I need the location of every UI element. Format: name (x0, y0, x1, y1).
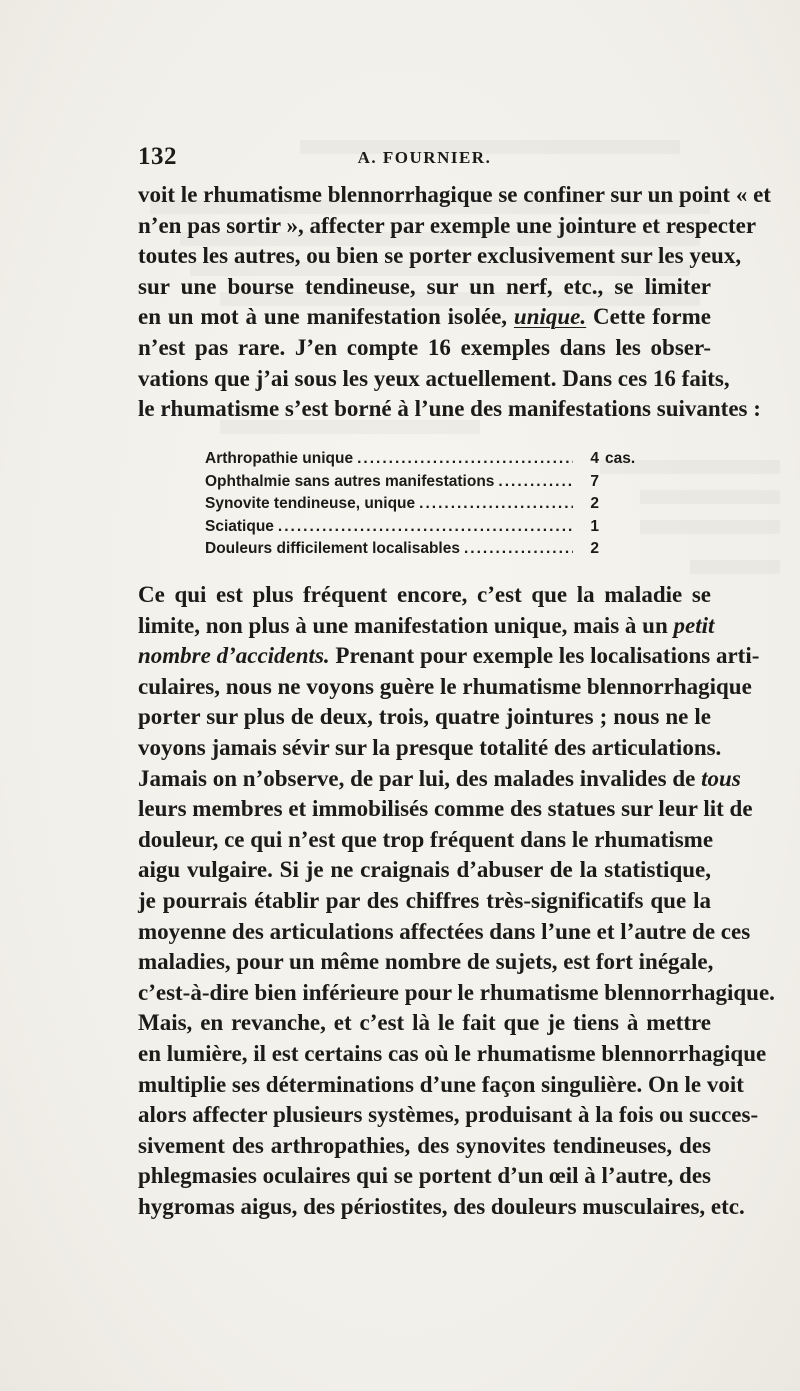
text-line: multiplie ses déterminations d’une façon singulière. On le voit (138, 1071, 744, 1097)
text-run: Prenant pour exemple les localisations arti- (329, 643, 760, 669)
paragraph-2 (138, 580, 775, 1222)
text-line: sur une bourse tendineuse, sur un nerf, etc., se limiter (138, 273, 711, 299)
text-line: alors affecter plusieurs systèmes, produisant à la fois ou succes- (138, 1102, 759, 1128)
text-line (138, 611, 715, 642)
text-run: Cette forme (586, 304, 711, 330)
paragraph-1 (138, 180, 771, 425)
text-line: Ce qui est plus fréquent encore, c’est que la maladie se (138, 582, 711, 607)
text-line: maladies, pour un même nombre de sujets, est fort inégale, (138, 949, 714, 975)
text-line (138, 641, 760, 672)
text-line: phlegmasies oculaires qui se portent d’un œil à l’autre, des (138, 1163, 711, 1189)
stat-row (205, 471, 645, 494)
running-head: A. FOURNIER. (357, 148, 492, 167)
stat-row (205, 493, 645, 516)
text-line: hygromas aigus, des périostites, des douleurs musculaires, etc. (138, 1193, 745, 1219)
emphasized-text: unique. (513, 304, 587, 330)
stat-label: Ophthalmie sans autres manifestations (205, 472, 495, 490)
stat-count: 7 (590, 472, 599, 490)
dot-leader (278, 516, 573, 539)
text-line: en lumière, il est certains cas où le rhumatisme blennorrhagique (138, 1040, 767, 1066)
stat-count: 1 (590, 517, 599, 535)
text-line: le rhumatisme s’est borné à l’une des manifestations suivantes : (138, 396, 761, 422)
emphasized-text: tous (701, 765, 741, 791)
dot-leader (419, 493, 573, 516)
text-line: culaires, nous ne voyons guère le rhumatisme blennorrhagique (138, 673, 752, 699)
dot-leader (464, 538, 573, 561)
text-line: porter sur plus de deux, trois, quatre jointures ; nous ne le (138, 704, 711, 730)
text-line: c’est-à-dire bien inférieure pour le rhumatisme blennorrhagique. (138, 979, 775, 1005)
text-line: moyenne des articulations affectées dans l’une et l’autre de ces (138, 918, 751, 944)
stat-count: 2 (590, 495, 599, 513)
text-run: Jamais on n’observe, de par lui, des malades invalides de (138, 765, 702, 791)
stat-count: 2 (590, 540, 599, 558)
text-run: en un mot à une manifestation isolée, (138, 304, 514, 330)
stat-label: Sciatique (205, 517, 274, 535)
page-header (138, 143, 711, 173)
stat-label: Synovite tendineuse, unique (205, 495, 416, 513)
text-line: n’est pas rare. J’en compte 16 exemples dans les obser- (138, 334, 711, 360)
text-line: voit le rhumatisme blennorrhagique se confiner sur un point « et (138, 182, 771, 207)
stat-label: Douleurs difficilement localisables (205, 540, 460, 558)
text-line (138, 764, 741, 795)
text-line: vations que j’ai sous les yeux actuellement. Dans ces 16 faits, (138, 365, 730, 391)
text-line: leurs membres et immobilisés comme des statues sur leur lit de (138, 796, 753, 822)
stat-unit: cas. (605, 450, 636, 467)
text-line: Mais, en revanche, et c’est là le fait que je tiens à mettre (138, 1010, 711, 1036)
stat-row (205, 448, 645, 471)
text-run: limite, non plus à une manifestation unique, mais à un (138, 612, 674, 638)
text-line (138, 302, 711, 333)
dot-leader (498, 471, 573, 494)
emphasized-text: nombre d’accidents. (138, 643, 330, 669)
stat-count: 4 (590, 450, 599, 467)
text-line: n’en pas sortir », affecter par exemple une jointure et respecter (138, 212, 757, 238)
page-number: 132 (138, 143, 177, 170)
text-line: sivement des arthropathies, des synovites tendineuses, des (138, 1132, 711, 1158)
text-line: aigu vulgaire. Si je ne craignais d’abuser de la statistique, (138, 857, 711, 883)
text-line: je pourrais établir par des chiffres très-significatifs que la (138, 887, 711, 913)
dot-leader (357, 448, 573, 471)
text-line: douleur, ce qui n’est que trop fréquent dans le rhumatisme (138, 826, 714, 852)
statistics-table (205, 448, 645, 561)
text-line: voyons jamais sévir sur la presque totalité des articulations. (138, 734, 722, 760)
stat-row (205, 538, 645, 561)
stat-label: Arthropathie unique (205, 450, 354, 467)
emphasized-text: petit (673, 612, 715, 638)
text-line: toutes les autres, ou bien se porter exclusivement sur les yeux, (138, 243, 742, 269)
stat-row (205, 516, 645, 539)
